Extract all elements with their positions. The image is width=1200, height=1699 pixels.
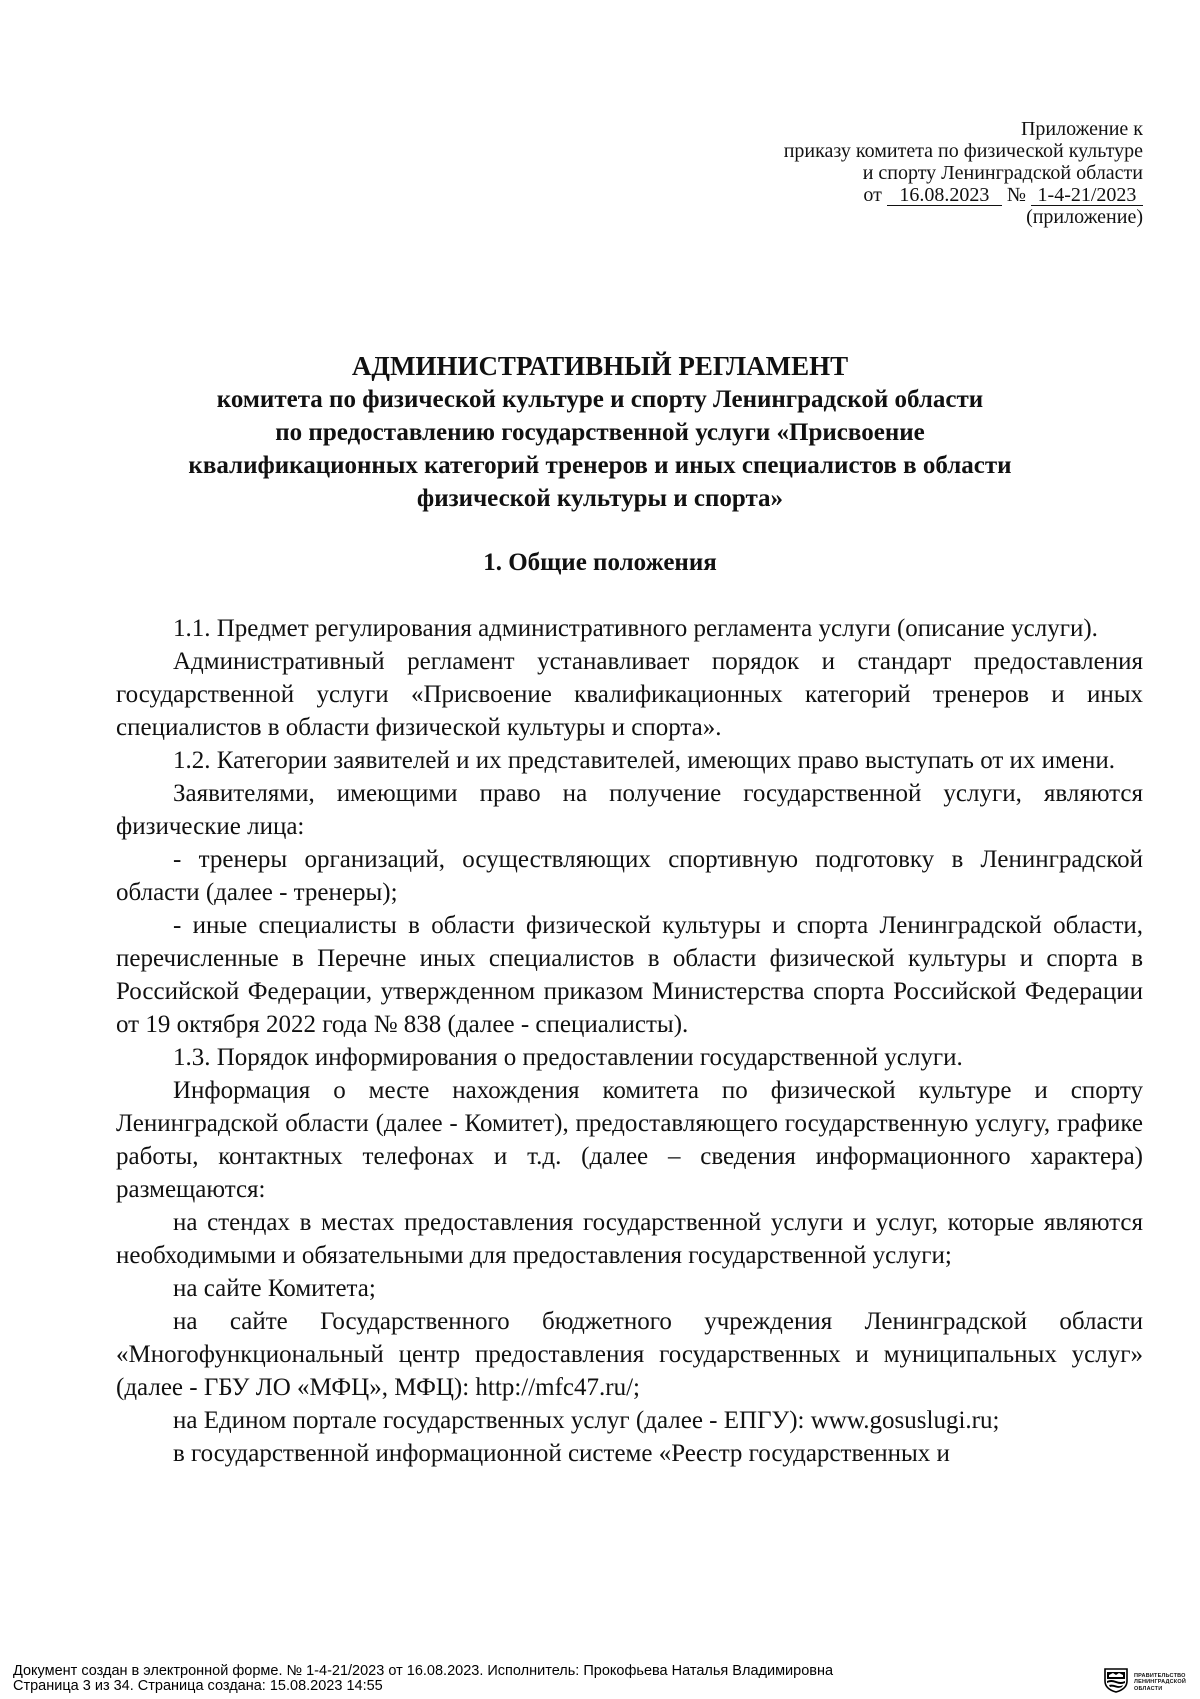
title-line-1: АДМИНИСТРАТИВНЫЙ РЕГЛАМЕНТ bbox=[351, 351, 849, 381]
title-line-5: физической культуры и спорта» bbox=[416, 485, 784, 512]
appendix-order-ref bbox=[623, 184, 1143, 206]
logo-text-line-2: ЛЕНИНГРАДСКОЙ bbox=[1134, 1679, 1186, 1686]
appendix-line-1: Приложение к bbox=[1020, 118, 1143, 140]
coat-of-arms-icon bbox=[1102, 1666, 1130, 1699]
order-number: 1-4-21/2023 bbox=[1031, 186, 1143, 206]
logo-text-line-3: ОБЛАСТИ bbox=[1134, 1685, 1163, 1692]
paragraph: в государственной информационной системе «Реестр государственных и bbox=[173, 1440, 950, 1467]
document-title bbox=[120, 350, 1080, 515]
paragraph: Заявителями, имеющими право на получение государственной услуги, являются физические лица: bbox=[116, 780, 1143, 840]
number-label: № bbox=[1006, 184, 1026, 206]
footer bbox=[13, 1664, 833, 1694]
appendix-line-2: приказу комитета по физической культуре bbox=[783, 140, 1143, 162]
document-body bbox=[116, 612, 1143, 1470]
paragraph: 1.2. Категории заявителей и их представителей, имеющих право выступать от их имени. bbox=[173, 747, 1115, 774]
paragraph: - тренеры организаций, осуществляющих спортивную подготовку в Ленинградской области (далее - тренеры); bbox=[116, 846, 1143, 906]
order-date: 16.08.2023 bbox=[887, 186, 1002, 206]
paragraph: Информация о месте нахождения комитета по физической культуре и спорту Ленинградской области (далее - Комитет), предоставляющего государственную услугу, графике работы, контактных телефонах и т.д. (далее – сведения информационного характера) размещаются: bbox=[116, 1077, 1143, 1203]
paragraph: 1.3. Порядок информирования о предоставлении государственной услуги. bbox=[173, 1044, 963, 1071]
footer-line-2: Страница 3 из 34. Страница создана: 15.08.2023 14:55 bbox=[13, 1678, 383, 1694]
section-heading: 1. Общие положения bbox=[483, 549, 717, 576]
paragraph: на Едином портале государственных услуг (далее - ЕПГУ): www.gosuslugi.ru; bbox=[173, 1407, 1000, 1434]
paragraph: на сайте Комитета; bbox=[173, 1275, 376, 1302]
appendix-line-5: (приложение) bbox=[1026, 206, 1143, 228]
title-line-2: комитета по физической культуре и спорту Ленинградской области bbox=[216, 386, 984, 413]
title-line-3: по предоставлению государственной услуги «Присвоение bbox=[275, 419, 925, 446]
logo-text-line-1: ПРАВИТЕЛЬСТВО bbox=[1134, 1672, 1186, 1679]
appendix-block bbox=[623, 118, 1143, 228]
paragraph: 1.1. Предмет регулирования административного регламента услуги (описание услуги). bbox=[173, 615, 1098, 642]
appendix-line-3: и спорту Ленинградской области bbox=[862, 162, 1143, 184]
paragraph: на сайте Государственного бюджетного учреждения Ленинградской области «Многофункциональный центр предоставления государственных и муниципальных услуг» (далее - ГБУ ЛО «МФЦ», МФЦ): http://mfc47.ru/; bbox=[116, 1308, 1143, 1401]
government-logo bbox=[1102, 1666, 1186, 1699]
title-line-4: квалификационных категорий тренеров и иных специалистов в области bbox=[188, 452, 1012, 479]
from-label: от bbox=[863, 184, 882, 206]
paragraph: на стендах в местах предоставления государственной услуги и услуг, которые являются необходимыми и обязательными для предоставления государственной услуги; bbox=[116, 1209, 1143, 1269]
paragraph: Административный регламент устанавливает порядок и стандарт предоставления государственной услуги «Присвоение квалификационных категорий тренеров и иных специалистов в области физической культуры и спорта». bbox=[116, 648, 1143, 741]
paragraph: - иные специалисты в области физической культуры и спорта Ленинградской области, перечисленные в Перечне иных специалистов в области физической культуры и спорта в Российской Федерации, утвержденном приказом Министерства спорта Российской Федерации от 19 октября 2022 года № 838 (далее - специалисты). bbox=[116, 912, 1143, 1038]
footer-line-1: Документ создан в электронной форме. № 1-4-21/2023 от 16.08.2023. Исполнитель: Прокофьева Наталья Владимировна bbox=[13, 1663, 834, 1679]
